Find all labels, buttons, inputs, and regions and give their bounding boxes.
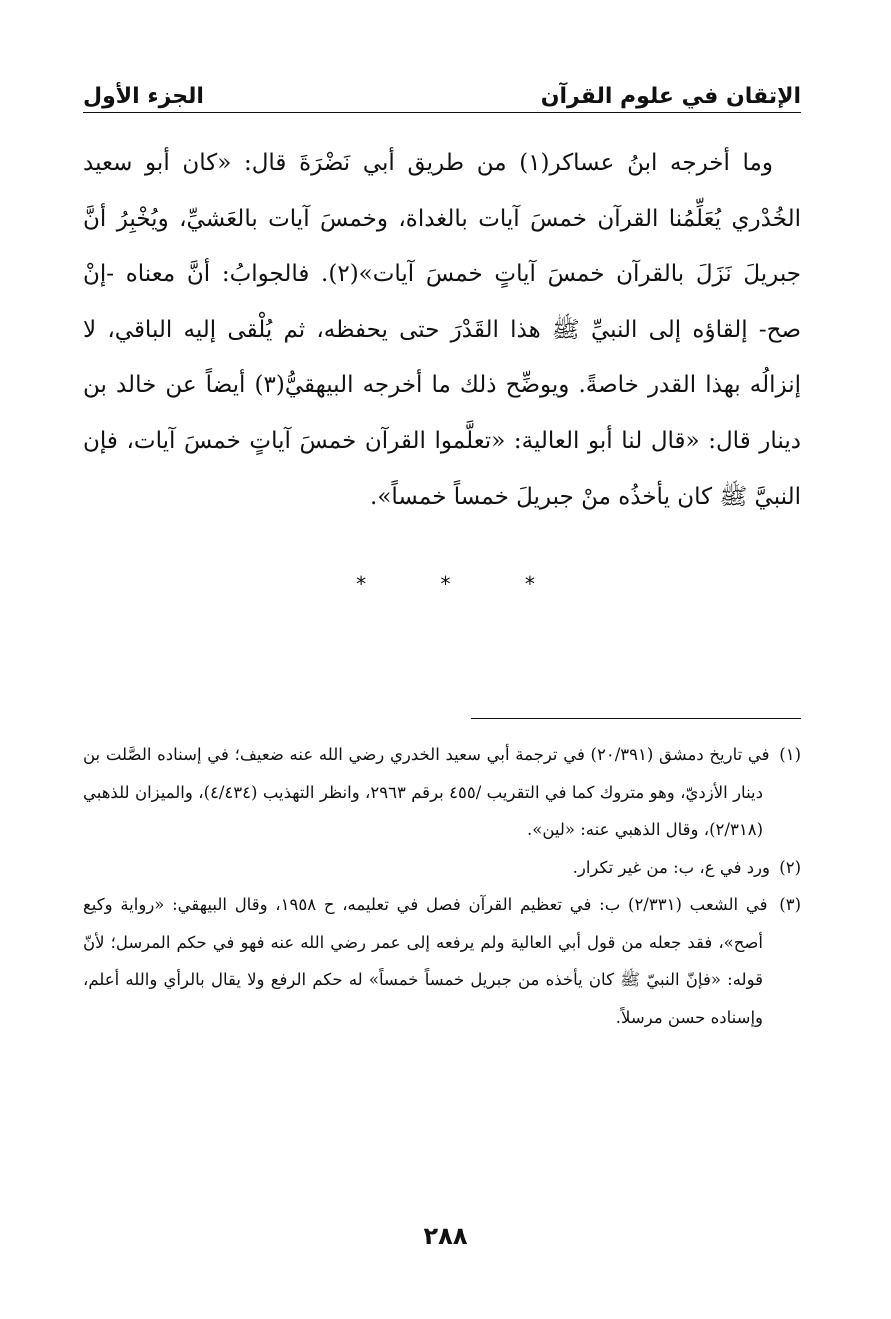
main-text (83, 136, 801, 525)
section-separator: * * * (356, 572, 569, 596)
footnote-text: في الشعب (٢/٣٣١) ب: في تعظيم القرآن فصل في تعليمه، ح ١٩٥٨، وقال البيهقي: «رواية وكيع أصح»، فقد جعله من قول أبي العالية ولم يرفعه إلى عمر رضي الله عنه فهو في حكم المرسل؛ لأنّ قوله: «فإنّ النبيّ ﷺ كان يأخذه من جبريل خمساً خمساً» له حكم الرفع ولا يقال بالرأي والله أعلم، وإسناده حسن مرسلاً. (83, 895, 768, 1027)
footnote-1 (83, 736, 801, 849)
main-paragraph: وما أخرجه ابنُ عساكر(١) من طريق أبي نَضْرَةَ قال: «كان أبو سعيد الخُدْري يُعَلِّمُنا القرآن خمسَ آيات بالغداة، وخمسَ آيات بالعَشيِّ، ويُخْبِرُ أنَّ جبريلَ نَزَلَ بالقرآن خمسَ آياتٍ خمسَ آيات»(٢). فالجوابُ: أنَّ معناه -إنْ صح- إلقاؤه إلى النبيِّ ﷺ هذا القَدْرَ حتى يحفظه، ثم يُلْقى إليه الباقي، لا إنزالُه بهذا القدر خاصةً. ويوضِّح ذلك ما أخرجه البيهقيُّ(٣) أيضاً عن خالد بن دينار قال: «قال لنا أبو العالية: «تعلَّموا القرآن خمسَ آياتٍ خمسَ آيات، فإن النبيَّ ﷺ كان يأخذُه منْ جبريلَ خمساً خمساً». (83, 150, 801, 510)
footnotes (83, 736, 801, 1036)
running-header (83, 68, 801, 113)
book-title: الإتقان في علوم القرآن (540, 84, 801, 109)
footnote-2 (83, 849, 801, 887)
footnote-text: في تاريخ دمشق (٢٠/٣٩١) في ترجمة أبي سعيد الخدري رضي الله عنه ضعيف؛ في إسناده الصَّلت بن دينار الأزديّ، وهو متروك كما في التقريب /٤٥٥ برقم ٢٩٦٣، وانظر التهذيب (٤/٤٣٤)، والميزان للذهبي (٢/٣١٨)، وقال الذهبي عنه: «لين». (83, 745, 770, 839)
footnote-number: (٢) (779, 857, 801, 877)
footnote-rule (471, 718, 801, 719)
footnote-number: (١) (779, 745, 801, 764)
footnote-number: (٣) (779, 895, 802, 914)
volume-label: الجزء الأول (83, 84, 204, 109)
footnote-3 (83, 886, 801, 1036)
footnote-text: ورد في ع، ب: من غير تكرار. (572, 857, 770, 877)
page-number: ٢٨٨ (423, 1222, 468, 1250)
